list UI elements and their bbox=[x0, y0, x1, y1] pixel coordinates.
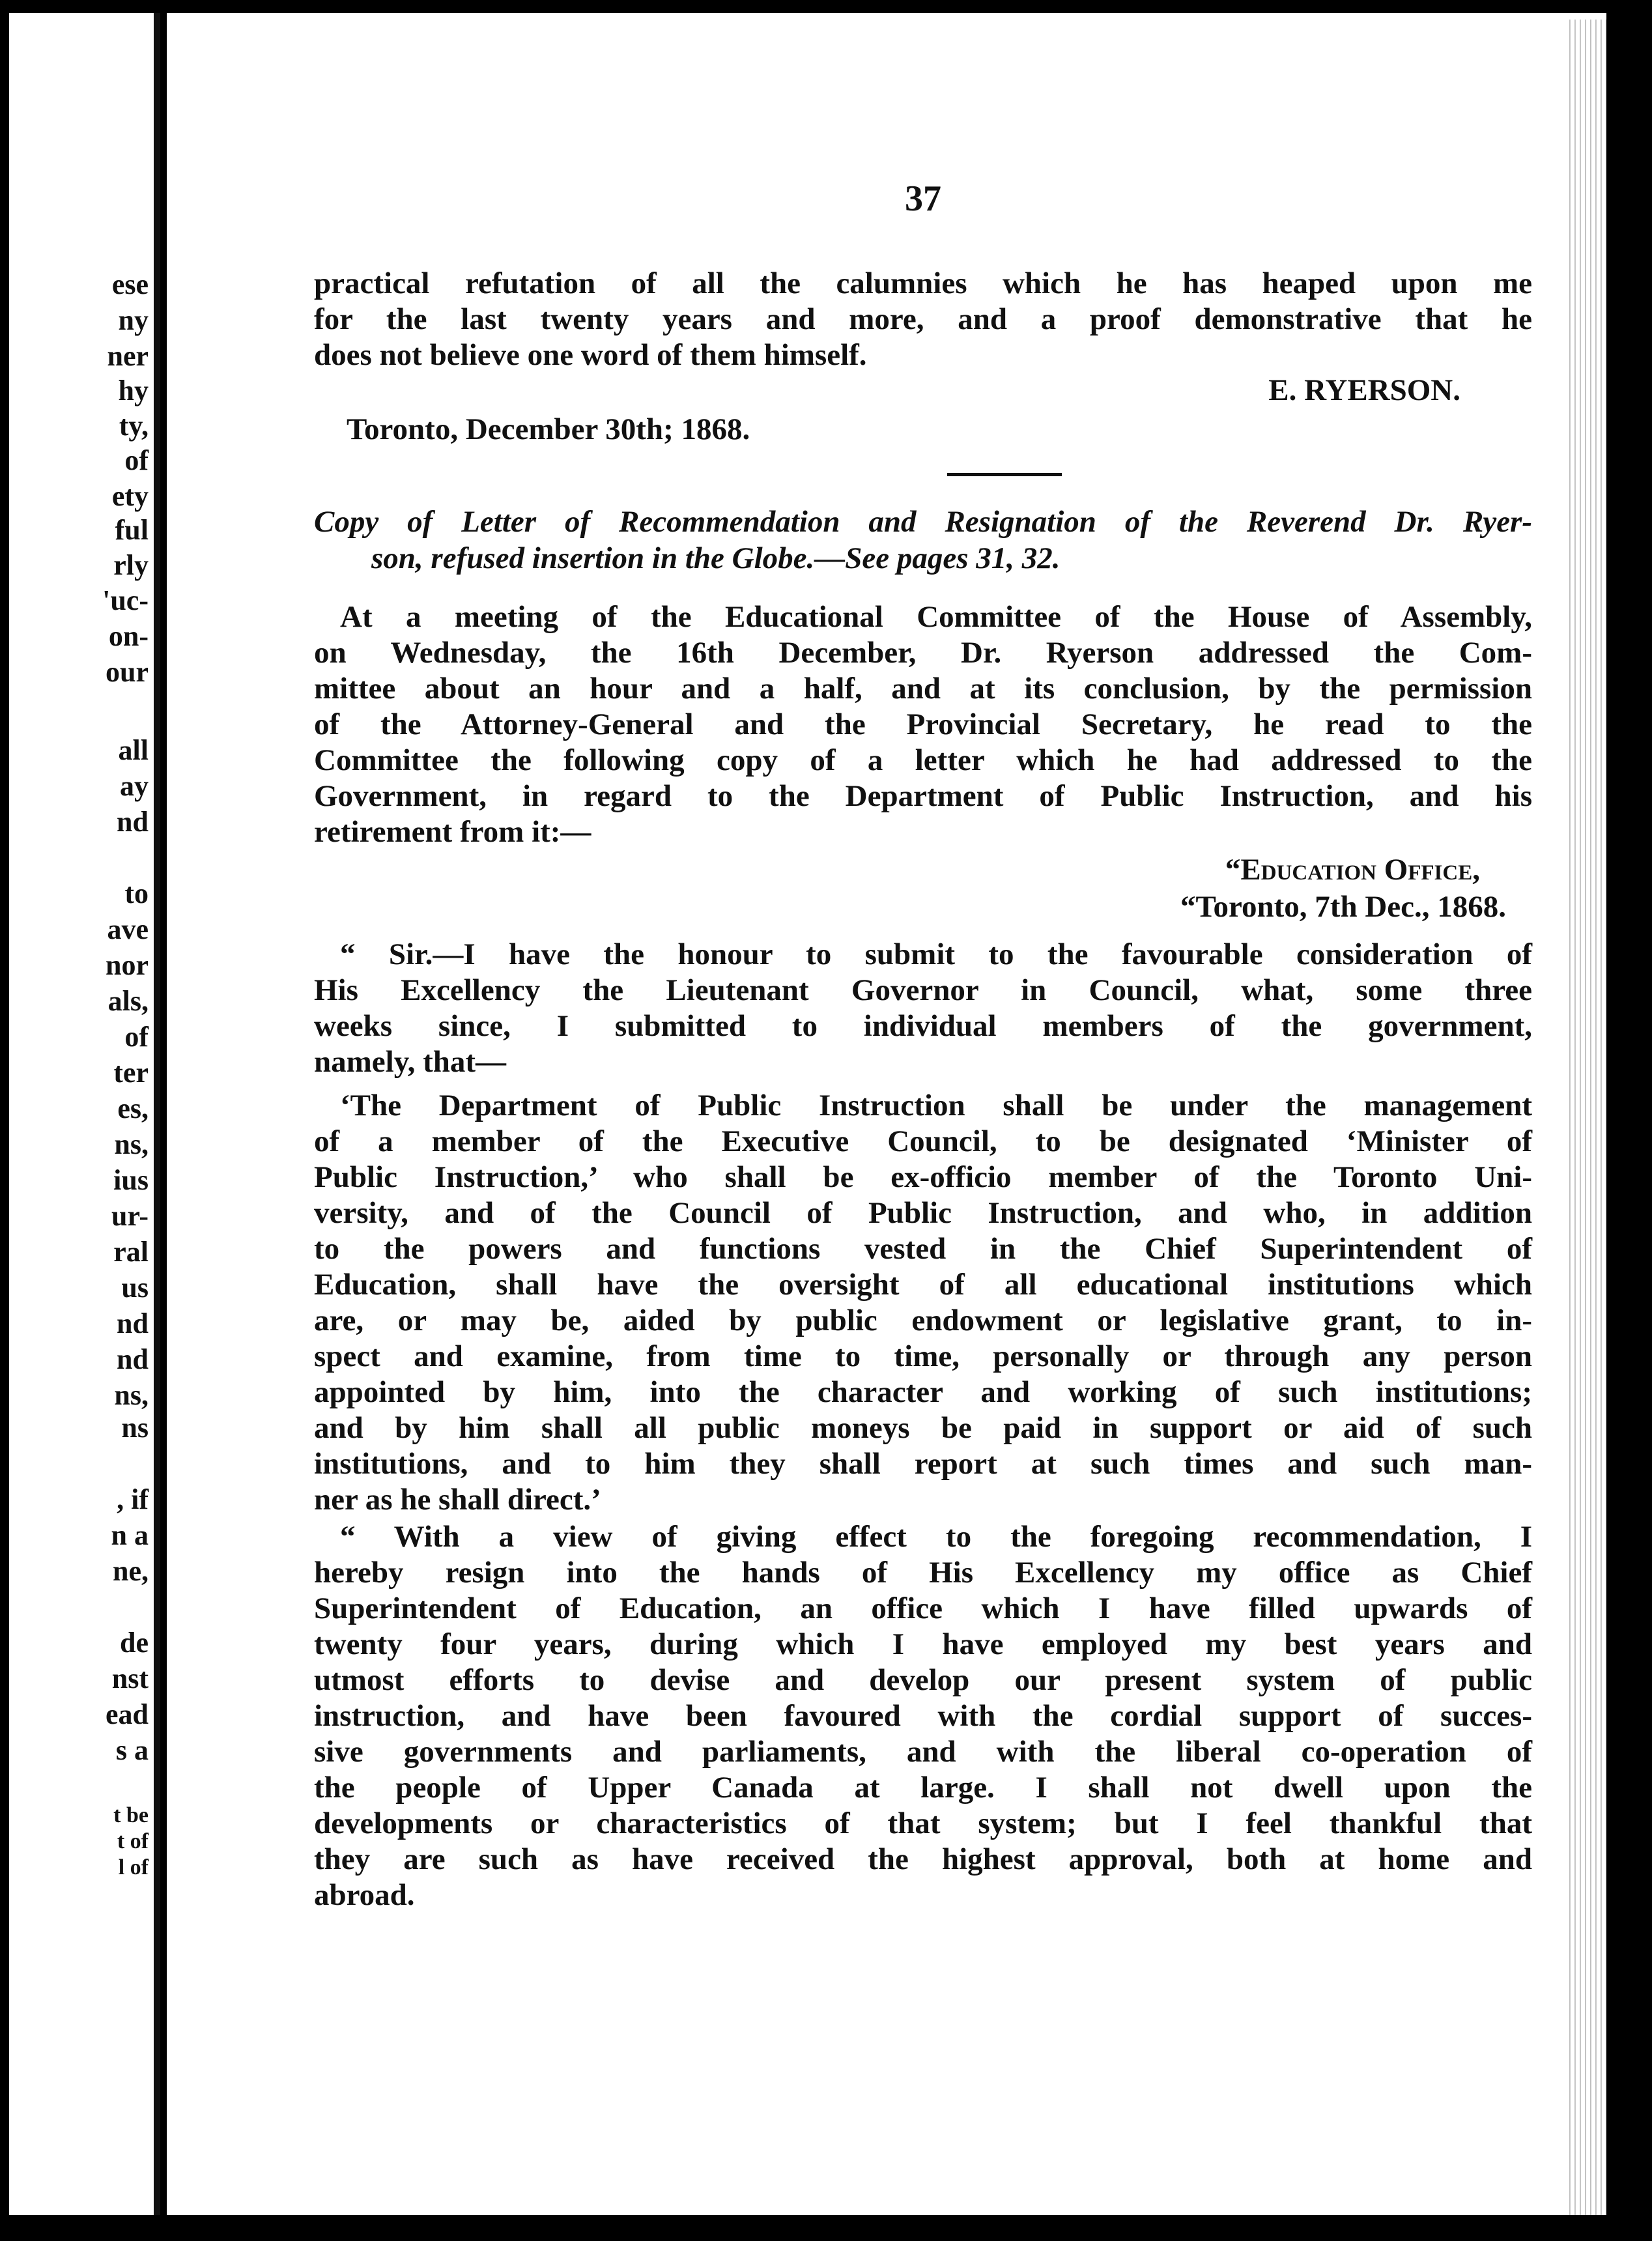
left-page-fragment: ead bbox=[106, 1698, 149, 1730]
recommendation-line: are, or may be, aided by public endowment or legislative grant, to in- bbox=[314, 1304, 1532, 1337]
recommendation-line: and by him shall all public moneys be paid in support or aid of such bbox=[314, 1411, 1532, 1445]
resignation-line: they are such as have received the highest approval, both at home and bbox=[314, 1842, 1532, 1876]
left-page-fragment: ave bbox=[107, 913, 149, 945]
left-page-fragment: n a bbox=[111, 1519, 149, 1551]
intro-paragraph-line: of the Attorney-General and the Provincial Secretary, he read to the bbox=[314, 707, 1532, 741]
intro-paragraph-line: Government, in regard to the Department of Public Instruction, and his bbox=[314, 779, 1532, 813]
left-page-fragment: us bbox=[121, 1272, 149, 1304]
section-heading: Copy of Letter of Recommendation and Resignation of the Reverend Dr. Ryer- bbox=[314, 505, 1532, 539]
dateline: Toronto, December 30th; 1868. bbox=[347, 412, 750, 446]
left-page-fragment: ns bbox=[121, 1412, 149, 1444]
left-page-fragment: ur- bbox=[111, 1200, 149, 1232]
resignation-line: instruction, and have been favoured with the cordial support of succes- bbox=[314, 1699, 1532, 1733]
recommendation-line: ‘The Department of Public Instruction shall be under the management bbox=[340, 1089, 1532, 1122]
resignation-line: sive governments and parliaments, and with the liberal co-operation of bbox=[314, 1735, 1532, 1769]
left-page-fragment: nst bbox=[111, 1663, 149, 1694]
left-page-fragment: de bbox=[120, 1627, 149, 1659]
intro-paragraph-line: At a meeting of the Educational Committee of the House of Assembly, bbox=[340, 600, 1532, 634]
left-page-fragment: to bbox=[124, 878, 149, 909]
letter-office: “Education Office, bbox=[1225, 853, 1480, 887]
left-page-fragment: nd bbox=[117, 1343, 149, 1375]
letter-place-date: “Toronto, 7th Dec., 1868. bbox=[1180, 890, 1506, 924]
left-page-fragment: ay bbox=[120, 770, 149, 802]
left-page-fragment: all bbox=[118, 734, 149, 766]
section-rule bbox=[947, 473, 1062, 476]
intro-paragraph-line: mittee about an hour and a half, and at its conclusion, by the permission bbox=[314, 672, 1532, 706]
left-page-fragment: ety bbox=[111, 480, 149, 512]
signature: E. RYERSON. bbox=[1268, 373, 1460, 407]
left-page-fragment: als, bbox=[107, 985, 149, 1017]
main-page bbox=[167, 13, 1606, 2215]
recommendation-line: ner as he shall direct.’ bbox=[314, 1483, 601, 1517]
left-page-fragment: our bbox=[106, 656, 149, 688]
letter-paragraph-line: “ Sir.—I have the honour to submit to the favourable consideration of bbox=[340, 937, 1532, 971]
left-page-fragment: l of bbox=[118, 1855, 149, 1879]
left-facing-page bbox=[9, 13, 160, 2215]
intro-paragraph-line: on Wednesday, the 16th December, Dr. Ryerson addressed the Com- bbox=[314, 636, 1532, 670]
left-page-fragment: ral bbox=[113, 1236, 149, 1268]
resignation-line: the people of Upper Canada at large. I shall not dwell upon the bbox=[314, 1771, 1532, 1805]
resignation-line: “ With a view of giving effect to the foregoing recommendation, I bbox=[340, 1520, 1532, 1554]
left-page-fragment: ese bbox=[111, 268, 149, 300]
letter-paragraph-line: His Excellency the Lieutenant Governor in Council, what, some three bbox=[314, 973, 1532, 1007]
resignation-line: utmost efforts to devise and develop our present system of public bbox=[314, 1663, 1532, 1697]
left-page-fragment: ter bbox=[113, 1057, 149, 1089]
section-heading: son, refused insertion in the Globe.—See pages 31, 32. bbox=[371, 541, 1061, 575]
left-page-fragment: rly bbox=[113, 549, 149, 581]
left-page-fragment: nd bbox=[117, 1307, 149, 1339]
left-page-fragment: ne, bbox=[113, 1555, 149, 1587]
left-page-fragment: , if bbox=[117, 1483, 149, 1515]
left-page-fragment: ius bbox=[113, 1164, 149, 1196]
left-page-fragment: ns, bbox=[114, 1379, 149, 1411]
left-page-fragment: hy bbox=[118, 375, 149, 407]
resignation-line: Superintendent of Education, an office which I have filled upwards of bbox=[314, 1592, 1532, 1625]
left-page-fragment: t of bbox=[117, 1829, 149, 1853]
left-page-fragment: ns, bbox=[114, 1128, 149, 1160]
recommendation-line: Education, shall have the oversight of all educational institutions which bbox=[314, 1268, 1532, 1302]
page-gutter bbox=[154, 13, 160, 2215]
left-page-fragment: nor bbox=[106, 949, 149, 981]
left-page-fragment: 'uc- bbox=[102, 584, 149, 616]
opening-line: practical refutation of all the calumnies which he has heaped upon me bbox=[314, 266, 1532, 300]
intro-paragraph-line: Committee the following copy of a letter which he had addressed to the bbox=[314, 743, 1532, 777]
recommendation-line: Public Instruction,’ who shall be ex-officio member of the Toronto Uni- bbox=[314, 1160, 1532, 1194]
intro-paragraph-line: retirement from it:— bbox=[314, 815, 591, 849]
left-page-fragment: ny bbox=[118, 304, 149, 336]
left-page-fragment: t be bbox=[113, 1803, 149, 1827]
left-page-fragment: ful bbox=[115, 514, 149, 546]
left-page-fragment: of bbox=[124, 444, 149, 476]
page-edges bbox=[1567, 20, 1606, 2215]
resignation-line: hereby resign into the hands of His Excellency my office as Chief bbox=[314, 1556, 1532, 1590]
recommendation-line: versity, and of the Council of Public Instruction, and who, in addition bbox=[314, 1196, 1532, 1230]
left-page-fragment: ner bbox=[107, 340, 149, 372]
resignation-line: abroad. bbox=[314, 1878, 415, 1912]
recommendation-line: to the powers and functions vested in the Chief Superintendent of bbox=[314, 1232, 1532, 1266]
resignation-line: twenty four years, during which I have employed my best years and bbox=[314, 1627, 1532, 1661]
left-page-fragment: nd bbox=[117, 806, 149, 838]
recommendation-line: institutions, and to him they shall report at such times and such man- bbox=[314, 1447, 1532, 1481]
opening-line: for the last twenty years and more, and a proof demonstrative that he bbox=[314, 302, 1532, 336]
page-number: 37 bbox=[905, 178, 941, 219]
letter-paragraph-line: namely, that— bbox=[314, 1045, 507, 1079]
left-page-fragment: ty, bbox=[119, 410, 149, 442]
recommendation-line: spect and examine, from time to time, personally or through any person bbox=[314, 1339, 1532, 1373]
letter-paragraph-line: weeks since, I submitted to individual members of the government, bbox=[314, 1009, 1532, 1043]
recommendation-line: appointed by him, into the character and working of such institutions; bbox=[314, 1375, 1532, 1409]
left-page-fragment: on- bbox=[108, 620, 149, 652]
left-page-fragment: es, bbox=[117, 1092, 149, 1124]
left-page-fragment: of bbox=[124, 1021, 149, 1053]
left-page-fragment: s a bbox=[115, 1734, 149, 1766]
recommendation-line: of a member of the Executive Council, to be designated ‘Minister of bbox=[314, 1124, 1532, 1158]
resignation-line: developments or characteristics of that system; but I feel thankful that bbox=[314, 1806, 1532, 1840]
opening-line: does not believe one word of them himself. bbox=[314, 338, 867, 372]
